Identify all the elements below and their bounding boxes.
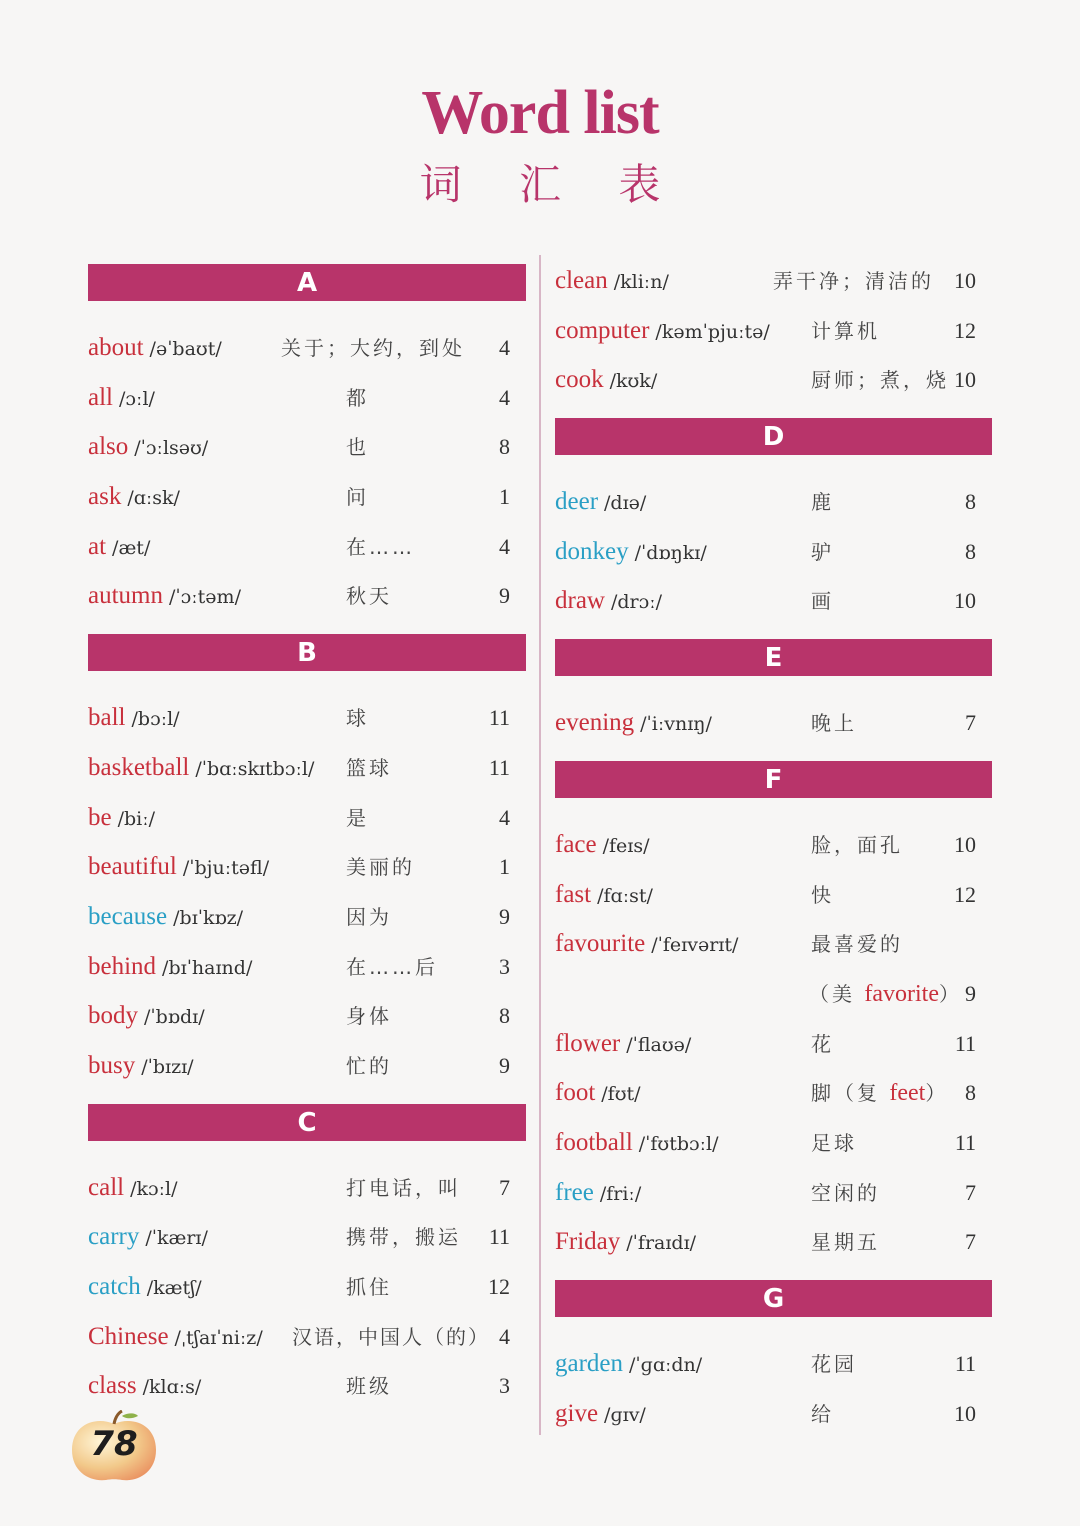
phonetic: /bɪˈhaɪnd/: [162, 956, 253, 979]
page-ref: 12: [954, 881, 976, 907]
headword: football: [555, 1128, 633, 1156]
page-ref: 8: [965, 538, 976, 564]
word-entry: [88, 693, 526, 743]
word-entry: [88, 1163, 526, 1213]
headword: body: [88, 1002, 138, 1030]
page-ref: 9: [965, 980, 976, 1006]
meaning: 篮球: [346, 755, 392, 780]
american-spelling: favorite: [864, 980, 939, 1007]
page-ref: 11: [488, 705, 510, 731]
page-number: 78: [90, 1424, 138, 1464]
headword: busy: [88, 1051, 136, 1079]
meaning: 给: [811, 1401, 834, 1426]
word-entry: [555, 1168, 992, 1218]
page-ref: 4: [499, 384, 510, 410]
phonetic: /ˈfʊtbɔːl/: [638, 1132, 719, 1155]
word-entry: [88, 373, 526, 423]
word-entry: [88, 1361, 526, 1411]
page-ref: 4: [499, 533, 510, 559]
headword: class: [88, 1372, 137, 1400]
page-ref: 3: [499, 1373, 510, 1399]
section-header-b: B: [88, 634, 526, 671]
phonetic: /əˈbaʊt/: [149, 338, 222, 360]
word-entry: [88, 743, 526, 793]
headword: foot: [555, 1079, 596, 1107]
headword: ball: [88, 704, 126, 732]
meaning: 打电话，叫: [346, 1175, 461, 1200]
section-header-c: C: [88, 1104, 526, 1141]
word-entry: [88, 1262, 526, 1312]
headword: behind: [88, 952, 157, 980]
phonetic: /æt/: [112, 536, 151, 559]
word-entry: [555, 576, 992, 626]
phonetic: /ˌtʃaɪˈniːz/: [174, 1326, 263, 1349]
page-ref: 11: [488, 1224, 510, 1250]
word-entry: [88, 472, 526, 522]
word-entry: [555, 1019, 992, 1069]
word-entry: [555, 477, 992, 527]
page-ref: 11: [954, 1030, 976, 1056]
meaning: 星期五: [811, 1230, 880, 1255]
page-ref: 4: [499, 1323, 510, 1349]
phonetic: /ˈɡɑːdn/: [629, 1354, 703, 1376]
phonetic: /kɔːl/: [130, 1177, 178, 1200]
page-ref: 4: [499, 335, 510, 360]
meaning: 空闲的: [811, 1180, 880, 1205]
word-entry: [555, 1068, 992, 1118]
phonetic: /bɪˈkɒz/: [173, 906, 244, 929]
word-entry: [88, 842, 526, 892]
page-subtitle: 词 汇 表: [419, 160, 683, 209]
headword: be: [88, 803, 112, 831]
phonetic: /biː/: [117, 807, 156, 830]
word-entry: [555, 1339, 992, 1389]
page-ref: 1: [499, 854, 510, 880]
meaning: 足球: [811, 1130, 857, 1155]
headword: draw: [555, 587, 605, 615]
meaning: 快: [811, 882, 834, 907]
meaning: 汉语，中国人（的）: [292, 1324, 490, 1349]
word-entry-continuation: [555, 969, 992, 1019]
right-column: [555, 256, 992, 1438]
word-entry: [555, 919, 992, 969]
phonetic: /ˈbjuːtəfl/: [182, 857, 270, 880]
meaning: 抓住: [346, 1275, 392, 1299]
meaning: 在……: [346, 534, 415, 559]
headword: ask: [88, 483, 122, 511]
headword: fast: [555, 880, 592, 908]
page-ref: 8: [499, 1003, 510, 1029]
page-ref: 9: [499, 1052, 510, 1078]
headword: cook: [555, 366, 604, 394]
phonetic: /ˈiːvnɪŋ/: [640, 713, 712, 736]
word-entry: [88, 793, 526, 843]
phonetic: /ɑːsk/: [127, 487, 180, 510]
phonetic: /kliːn/: [613, 271, 669, 293]
headword: computer: [555, 316, 650, 344]
page-ref: 10: [954, 588, 976, 614]
page-ref: 12: [488, 1274, 510, 1299]
phonetic: /ˈɔːtəm/: [169, 586, 241, 609]
page-ref: 10: [954, 1400, 976, 1426]
phonetic: /ɔːl/: [119, 387, 155, 410]
meaning: 脸，面孔: [811, 832, 903, 857]
page-ref: 7: [965, 1179, 976, 1205]
word-entry: [88, 1212, 526, 1262]
phonetic: /fɑːst/: [597, 884, 653, 907]
meaning: 是: [346, 805, 369, 830]
word-entry: [555, 820, 992, 870]
page-ref: 10: [954, 367, 976, 393]
meaning: 计算机: [811, 318, 880, 343]
phonetic: /fʊt/: [601, 1083, 641, 1106]
word-entry: [555, 306, 992, 356]
phonetic: /friː/: [599, 1182, 642, 1205]
phonetic: /ˈfraɪdɪ/: [626, 1232, 697, 1255]
headword: flower: [555, 1029, 621, 1057]
page-ref: 1: [499, 484, 510, 510]
headword: free: [555, 1178, 594, 1206]
page-ref: 8: [965, 1080, 976, 1106]
headword: beautiful: [88, 853, 177, 881]
word-entry: [555, 1217, 992, 1267]
meaning: 秋天: [346, 584, 392, 609]
word-entry: [88, 991, 526, 1041]
headword: Friday: [555, 1228, 621, 1256]
meaning: 美丽的: [346, 855, 415, 880]
page-number-badge: [66, 1410, 162, 1484]
headword: evening: [555, 709, 635, 737]
page-ref: 8: [499, 434, 510, 460]
meaning: 画: [811, 589, 834, 614]
word-entry: [88, 571, 526, 621]
headword: Chinese: [88, 1322, 169, 1350]
meaning: 身体: [346, 1004, 392, 1029]
phonetic: /ˈdɒŋkɪ/: [634, 541, 707, 564]
page-ref: 7: [499, 1174, 510, 1200]
meaning: 晚上: [811, 711, 857, 736]
word-entry: [88, 1312, 526, 1362]
word-entry: [88, 892, 526, 942]
word-entry: [555, 1118, 992, 1168]
meaning: 班级: [346, 1374, 392, 1399]
word-entry: [555, 698, 992, 748]
page-ref: 11: [488, 754, 510, 780]
word-entry: [555, 256, 992, 306]
meaning: 花: [811, 1031, 834, 1056]
page-title: Word list: [421, 79, 659, 147]
phonetic: /kəmˈpjuːtə/: [655, 320, 770, 343]
page-ref: 7: [965, 1229, 976, 1255]
word-entry: [555, 355, 992, 405]
phonetic: /dɪə/: [604, 492, 647, 515]
word-entry: [555, 1389, 992, 1439]
phonetic: /ˈfeɪvərɪt/: [651, 934, 739, 957]
meaning: 驴: [811, 539, 834, 564]
meaning: 问: [346, 485, 369, 510]
meaning: （美 favorite）: [809, 980, 962, 1007]
word-entry: [555, 870, 992, 920]
left-column: [88, 264, 526, 1411]
headword: carry: [88, 1223, 140, 1251]
page-ref: 11: [954, 1351, 976, 1376]
word-entry: [88, 323, 526, 373]
meaning: 都: [346, 385, 369, 410]
page-ref: 7: [965, 710, 976, 736]
headword: because: [88, 902, 168, 930]
meaning: 忙的: [346, 1053, 392, 1078]
meaning: 最喜爱的: [811, 932, 903, 957]
phonetic: /drɔː/: [610, 591, 663, 614]
meaning: 花园: [811, 1352, 857, 1376]
section-header-g: G: [555, 1280, 992, 1317]
page-ref: 9: [499, 583, 510, 609]
word-entry: [88, 522, 526, 572]
phonetic: /kætʃ/: [146, 1277, 202, 1299]
word-entry: [88, 422, 526, 472]
meaning: 在……后: [346, 954, 438, 979]
phonetic: /kʊk/: [609, 370, 658, 393]
phonetic: /ˈbɑːskɪtbɔːl/: [195, 757, 315, 780]
meaning: 鹿: [811, 490, 834, 515]
meaning: 脚（复 feet）: [811, 1080, 949, 1107]
headword: at: [88, 532, 107, 560]
section-header-a: A: [88, 264, 526, 301]
page-ref: 4: [499, 804, 510, 830]
headword: give: [555, 1399, 599, 1427]
phonetic: /ɡɪv/: [604, 1403, 646, 1426]
phonetic: /ˈɔːlsəʊ/: [134, 437, 209, 460]
word-entry: [88, 942, 526, 992]
section-header-e: E: [555, 639, 992, 676]
page-ref: 10: [954, 268, 976, 293]
phonetic: /ˈbɪzɪ/: [141, 1055, 194, 1078]
headword: face: [555, 830, 597, 858]
headword: about: [88, 334, 144, 361]
phonetic: /ˈbɒdɪ/: [144, 1006, 205, 1029]
word-entry: [88, 1041, 526, 1091]
column-divider: [539, 255, 541, 1435]
headword: favourite: [555, 930, 646, 958]
plural-form: feet: [889, 1080, 926, 1107]
page-ref: 8: [965, 489, 976, 515]
headword: basketball: [88, 753, 190, 781]
headword: clean: [555, 267, 608, 294]
headword: catch: [88, 1273, 141, 1300]
headword: deer: [555, 488, 599, 516]
phonetic: /bɔːl/: [131, 708, 180, 731]
headword: autumn: [88, 582, 163, 610]
page-ref: 3: [499, 953, 510, 979]
headword: garden: [555, 1350, 624, 1377]
page-ref: 12: [954, 317, 976, 343]
word-entry: [555, 527, 992, 577]
headword: all: [88, 383, 113, 411]
section-header-d: D: [555, 418, 992, 455]
meaning: 也: [346, 435, 369, 460]
page-ref: 11: [954, 1129, 976, 1155]
meaning: 球: [346, 706, 369, 731]
headword: also: [88, 433, 129, 461]
page-ref: 10: [954, 831, 976, 857]
meaning: 弄干净；清洁的: [773, 269, 934, 293]
phonetic: /klɑːs/: [142, 1376, 202, 1399]
meaning: 携带，搬运: [346, 1225, 461, 1250]
page-ref: 9: [499, 903, 510, 929]
phonetic: /ˈflaʊə/: [626, 1033, 692, 1056]
meaning: 厨师；煮，烧: [811, 368, 949, 393]
headword: donkey: [555, 537, 629, 565]
phonetic: /feɪs/: [602, 834, 650, 857]
meaning: 关于；大约，到处: [281, 336, 465, 360]
meaning: 因为: [346, 904, 392, 929]
section-header-f: F: [555, 761, 992, 798]
phonetic: /ˈkærɪ/: [145, 1227, 208, 1250]
headword: call: [88, 1173, 125, 1201]
